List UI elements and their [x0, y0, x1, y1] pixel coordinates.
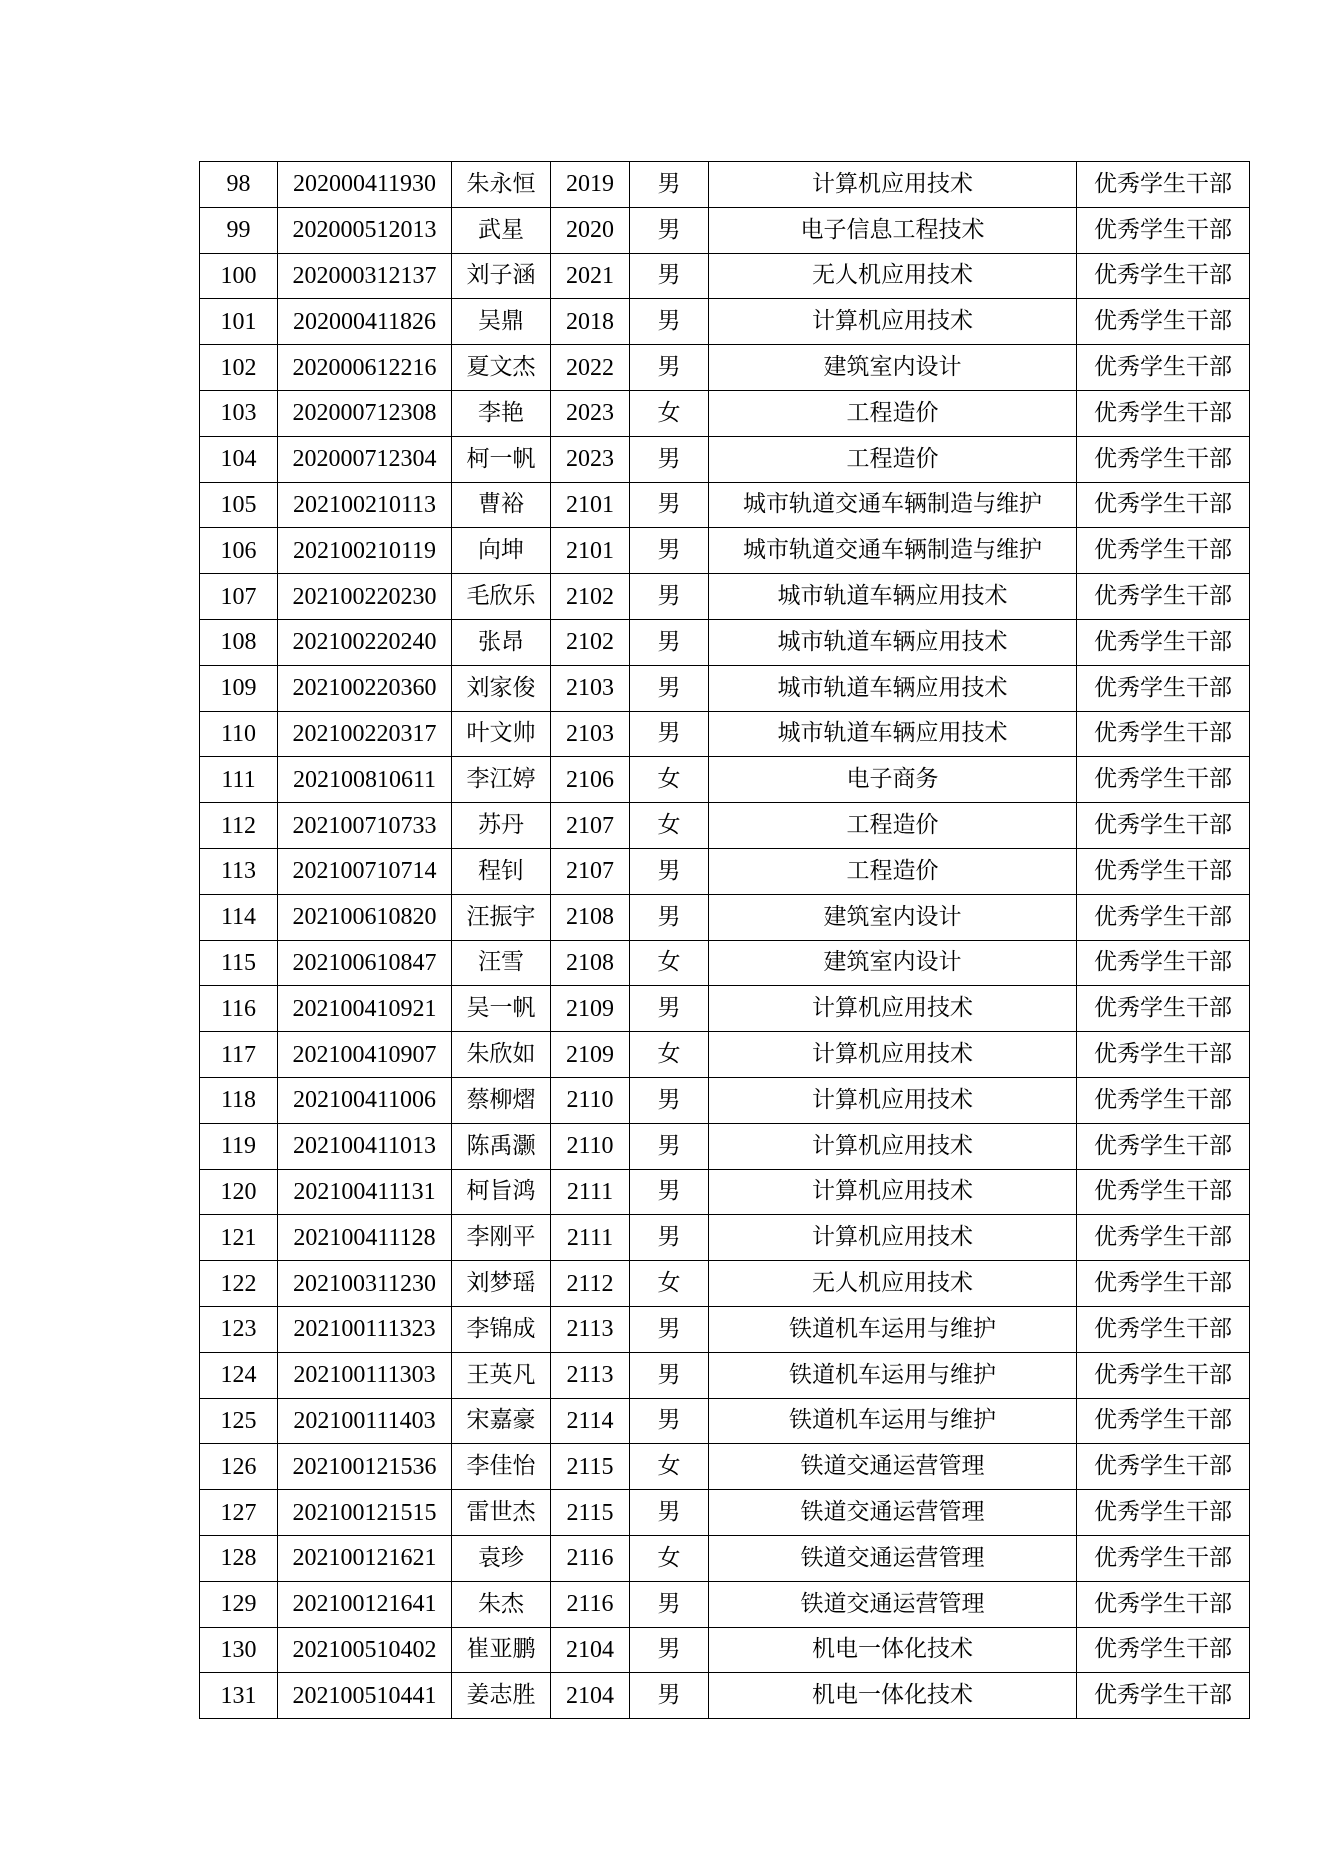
cell-major: 计算机应用技术	[709, 1077, 1077, 1123]
cell-student-id: 202100411013	[278, 1123, 452, 1169]
cell-class: 2109	[551, 1032, 630, 1078]
cell-name: 汪振宇	[452, 894, 551, 940]
cell-name: 吴鼎	[452, 299, 551, 345]
cell-major: 建筑室内设计	[709, 940, 1077, 986]
cell-award: 优秀学生干部	[1077, 1627, 1250, 1673]
cell-student-id: 202100121515	[278, 1490, 452, 1536]
cell-name: 刘家俊	[452, 665, 551, 711]
cell-number: 99	[200, 207, 278, 253]
cell-major: 计算机应用技术	[709, 1169, 1077, 1215]
cell-number: 111	[200, 757, 278, 803]
cell-award: 优秀学生干部	[1077, 986, 1250, 1032]
cell-gender: 女	[630, 1032, 709, 1078]
cell-major: 铁道交通运营管理	[709, 1490, 1077, 1536]
cell-number: 125	[200, 1398, 278, 1444]
cell-student-id: 202100121641	[278, 1581, 452, 1627]
table-row	[200, 1169, 1250, 1215]
cell-major: 城市轨道车辆应用技术	[709, 711, 1077, 757]
cell-major: 电子信息工程技术	[709, 207, 1077, 253]
cell-award: 优秀学生干部	[1077, 390, 1250, 436]
cell-award: 优秀学生干部	[1077, 574, 1250, 620]
cell-class: 2114	[551, 1398, 630, 1444]
table-row	[200, 619, 1250, 665]
cell-student-id: 202100111303	[278, 1352, 452, 1398]
table-row	[200, 299, 1250, 345]
cell-class: 2115	[551, 1490, 630, 1536]
cell-major: 铁道机车运用与维护	[709, 1306, 1077, 1352]
cell-class: 2110	[551, 1123, 630, 1169]
cell-major: 计算机应用技术	[709, 1032, 1077, 1078]
cell-student-id: 202000411930	[278, 162, 452, 208]
cell-number: 110	[200, 711, 278, 757]
cell-award: 优秀学生干部	[1077, 1352, 1250, 1398]
cell-gender: 男	[630, 1215, 709, 1261]
cell-name: 刘梦瑶	[452, 1261, 551, 1307]
cell-number: 120	[200, 1169, 278, 1215]
cell-gender: 男	[630, 1123, 709, 1169]
cell-name: 雷世杰	[452, 1490, 551, 1536]
cell-number: 107	[200, 574, 278, 620]
cell-gender: 男	[630, 574, 709, 620]
cell-gender: 女	[630, 940, 709, 986]
cell-number: 119	[200, 1123, 278, 1169]
cell-award: 优秀学生干部	[1077, 162, 1250, 208]
cell-major: 电子商务	[709, 757, 1077, 803]
cell-student-id: 202000712308	[278, 390, 452, 436]
cell-gender: 男	[630, 162, 709, 208]
cell-award: 优秀学生干部	[1077, 711, 1250, 757]
cell-student-id: 202000612216	[278, 345, 452, 391]
cell-number: 117	[200, 1032, 278, 1078]
cell-gender: 男	[630, 528, 709, 574]
table-row	[200, 757, 1250, 803]
cell-gender: 男	[630, 665, 709, 711]
table-row	[200, 1535, 1250, 1581]
cell-class: 2101	[551, 528, 630, 574]
cell-gender: 男	[630, 345, 709, 391]
cell-name: 程钊	[452, 848, 551, 894]
cell-award: 优秀学生干部	[1077, 757, 1250, 803]
table-row	[200, 574, 1250, 620]
cell-number: 103	[200, 390, 278, 436]
cell-award: 优秀学生干部	[1077, 528, 1250, 574]
cell-class: 2109	[551, 986, 630, 1032]
table-row	[200, 848, 1250, 894]
cell-award: 优秀学生干部	[1077, 1673, 1250, 1719]
cell-gender: 女	[630, 1444, 709, 1490]
cell-name: 武星	[452, 207, 551, 253]
cell-number: 105	[200, 482, 278, 528]
cell-student-id: 202100411006	[278, 1077, 452, 1123]
cell-gender: 男	[630, 1398, 709, 1444]
cell-award: 优秀学生干部	[1077, 894, 1250, 940]
cell-class: 2101	[551, 482, 630, 528]
table-row	[200, 162, 1250, 208]
cell-name: 向坤	[452, 528, 551, 574]
table-body	[200, 162, 1250, 1719]
cell-gender: 男	[630, 1169, 709, 1215]
table-row	[200, 894, 1250, 940]
cell-number: 113	[200, 848, 278, 894]
cell-number: 109	[200, 665, 278, 711]
cell-student-id: 202100610847	[278, 940, 452, 986]
cell-class: 2102	[551, 619, 630, 665]
cell-award: 优秀学生干部	[1077, 1261, 1250, 1307]
cell-student-id: 202100220240	[278, 619, 452, 665]
cell-gender: 男	[630, 986, 709, 1032]
cell-award: 优秀学生干部	[1077, 299, 1250, 345]
cell-major: 计算机应用技术	[709, 299, 1077, 345]
cell-gender: 男	[630, 436, 709, 482]
cell-student-id: 202100210113	[278, 482, 452, 528]
cell-gender: 男	[630, 1077, 709, 1123]
cell-class: 2103	[551, 665, 630, 711]
cell-class: 2113	[551, 1306, 630, 1352]
cell-major: 无人机应用技术	[709, 1261, 1077, 1307]
table-row	[200, 1490, 1250, 1536]
table-row	[200, 528, 1250, 574]
cell-gender: 男	[630, 1581, 709, 1627]
cell-student-id: 202100710733	[278, 803, 452, 849]
cell-number: 128	[200, 1535, 278, 1581]
table-row	[200, 1077, 1250, 1123]
cell-number: 104	[200, 436, 278, 482]
cell-class: 2106	[551, 757, 630, 803]
table-row	[200, 940, 1250, 986]
cell-gender: 女	[630, 803, 709, 849]
cell-number: 130	[200, 1627, 278, 1673]
cell-class: 2108	[551, 940, 630, 986]
cell-class: 2111	[551, 1215, 630, 1261]
cell-major: 工程造价	[709, 436, 1077, 482]
cell-class: 2113	[551, 1352, 630, 1398]
cell-number: 123	[200, 1306, 278, 1352]
cell-student-id: 202100220317	[278, 711, 452, 757]
cell-student-id: 202100121621	[278, 1535, 452, 1581]
cell-student-id: 202100411128	[278, 1215, 452, 1261]
table-row	[200, 1398, 1250, 1444]
cell-student-id: 202000712304	[278, 436, 452, 482]
cell-gender: 男	[630, 253, 709, 299]
cell-number: 114	[200, 894, 278, 940]
cell-major: 计算机应用技术	[709, 1123, 1077, 1169]
cell-number: 124	[200, 1352, 278, 1398]
table-row	[200, 711, 1250, 757]
cell-name: 吴一帆	[452, 986, 551, 1032]
table-row	[200, 1627, 1250, 1673]
cell-award: 优秀学生干部	[1077, 1169, 1250, 1215]
cell-award: 优秀学生干部	[1077, 436, 1250, 482]
table-row	[200, 390, 1250, 436]
table-row	[200, 1581, 1250, 1627]
cell-major: 计算机应用技术	[709, 1215, 1077, 1261]
cell-name: 曹裕	[452, 482, 551, 528]
cell-class: 2107	[551, 848, 630, 894]
cell-gender: 女	[630, 1261, 709, 1307]
cell-major: 工程造价	[709, 390, 1077, 436]
cell-student-id: 202100121536	[278, 1444, 452, 1490]
cell-student-id: 202100210119	[278, 528, 452, 574]
cell-name: 李江婷	[452, 757, 551, 803]
cell-name: 朱欣如	[452, 1032, 551, 1078]
cell-number: 100	[200, 253, 278, 299]
cell-number: 102	[200, 345, 278, 391]
cell-name: 夏文杰	[452, 345, 551, 391]
table-row	[200, 1352, 1250, 1398]
table-row	[200, 1673, 1250, 1719]
cell-name: 朱永恒	[452, 162, 551, 208]
cell-major: 城市轨道车辆应用技术	[709, 619, 1077, 665]
cell-name: 李佳怡	[452, 1444, 551, 1490]
cell-major: 城市轨道车辆应用技术	[709, 665, 1077, 711]
cell-major: 计算机应用技术	[709, 986, 1077, 1032]
cell-major: 城市轨道车辆应用技术	[709, 574, 1077, 620]
cell-number: 106	[200, 528, 278, 574]
cell-number: 127	[200, 1490, 278, 1536]
cell-name: 朱杰	[452, 1581, 551, 1627]
cell-major: 建筑室内设计	[709, 894, 1077, 940]
table-row	[200, 803, 1250, 849]
cell-student-id: 202100510441	[278, 1673, 452, 1719]
cell-award: 优秀学生干部	[1077, 848, 1250, 894]
cell-name: 柯一帆	[452, 436, 551, 482]
cell-gender: 女	[630, 757, 709, 803]
cell-award: 优秀学生干部	[1077, 1444, 1250, 1490]
cell-name: 叶文帅	[452, 711, 551, 757]
cell-gender: 男	[630, 1352, 709, 1398]
cell-class: 2019	[551, 162, 630, 208]
cell-student-id: 202100410907	[278, 1032, 452, 1078]
cell-major: 计算机应用技术	[709, 162, 1077, 208]
cell-student-id: 202100111323	[278, 1306, 452, 1352]
cell-gender: 男	[630, 1490, 709, 1536]
cell-student-id: 202100810611	[278, 757, 452, 803]
cell-gender: 男	[630, 711, 709, 757]
cell-student-id: 202100710714	[278, 848, 452, 894]
cell-student-id: 202000312137	[278, 253, 452, 299]
table-row	[200, 436, 1250, 482]
cell-class: 2104	[551, 1627, 630, 1673]
cell-name: 李艳	[452, 390, 551, 436]
cell-class: 2110	[551, 1077, 630, 1123]
table-row	[200, 1306, 1250, 1352]
table-row	[200, 1032, 1250, 1078]
cell-major: 工程造价	[709, 803, 1077, 849]
cell-gender: 男	[630, 299, 709, 345]
cell-major: 铁道交通运营管理	[709, 1444, 1077, 1490]
cell-student-id: 202100410921	[278, 986, 452, 1032]
cell-major: 铁道机车运用与维护	[709, 1352, 1077, 1398]
cell-gender: 男	[630, 1627, 709, 1673]
cell-gender: 男	[630, 482, 709, 528]
cell-name: 陈禹灏	[452, 1123, 551, 1169]
cell-name: 汪雪	[452, 940, 551, 986]
cell-gender: 男	[630, 1673, 709, 1719]
cell-award: 优秀学生干部	[1077, 1306, 1250, 1352]
cell-award: 优秀学生干部	[1077, 665, 1250, 711]
cell-student-id: 202000512013	[278, 207, 452, 253]
cell-gender: 男	[630, 1306, 709, 1352]
cell-number: 98	[200, 162, 278, 208]
cell-award: 优秀学生干部	[1077, 207, 1250, 253]
cell-award: 优秀学生干部	[1077, 1077, 1250, 1123]
cell-class: 2023	[551, 436, 630, 482]
cell-class: 2116	[551, 1581, 630, 1627]
cell-number: 122	[200, 1261, 278, 1307]
cell-award: 优秀学生干部	[1077, 1032, 1250, 1078]
cell-major: 铁道交通运营管理	[709, 1581, 1077, 1627]
cell-major: 无人机应用技术	[709, 253, 1077, 299]
cell-number: 101	[200, 299, 278, 345]
cell-student-id: 202100610820	[278, 894, 452, 940]
table-row	[200, 207, 1250, 253]
cell-gender: 男	[630, 894, 709, 940]
cell-gender: 男	[630, 619, 709, 665]
cell-name: 袁珍	[452, 1535, 551, 1581]
cell-class: 2115	[551, 1444, 630, 1490]
cell-award: 优秀学生干部	[1077, 1215, 1250, 1261]
cell-major: 建筑室内设计	[709, 345, 1077, 391]
table-row	[200, 986, 1250, 1032]
cell-gender: 女	[630, 390, 709, 436]
cell-number: 121	[200, 1215, 278, 1261]
cell-major: 机电一体化技术	[709, 1627, 1077, 1673]
cell-student-id: 202000411826	[278, 299, 452, 345]
cell-major: 城市轨道交通车辆制造与维护	[709, 528, 1077, 574]
table-row	[200, 345, 1250, 391]
cell-class: 2103	[551, 711, 630, 757]
cell-class: 2023	[551, 390, 630, 436]
cell-student-id: 202100220360	[278, 665, 452, 711]
cell-name: 李锦成	[452, 1306, 551, 1352]
cell-name: 毛欣乐	[452, 574, 551, 620]
cell-name: 刘子涵	[452, 253, 551, 299]
cell-number: 126	[200, 1444, 278, 1490]
cell-award: 优秀学生干部	[1077, 619, 1250, 665]
cell-student-id: 202100510402	[278, 1627, 452, 1673]
cell-major: 铁道交通运营管理	[709, 1535, 1077, 1581]
table-row	[200, 1444, 1250, 1490]
cell-student-id: 202100220230	[278, 574, 452, 620]
cell-name: 柯旨鸿	[452, 1169, 551, 1215]
cell-major: 工程造价	[709, 848, 1077, 894]
cell-name: 李刚平	[452, 1215, 551, 1261]
cell-class: 2116	[551, 1535, 630, 1581]
student-award-table	[199, 161, 1250, 1719]
cell-class: 2111	[551, 1169, 630, 1215]
cell-major: 铁道机车运用与维护	[709, 1398, 1077, 1444]
cell-gender: 男	[630, 848, 709, 894]
cell-award: 优秀学生干部	[1077, 253, 1250, 299]
cell-award: 优秀学生干部	[1077, 803, 1250, 849]
cell-class: 2108	[551, 894, 630, 940]
cell-class: 2104	[551, 1673, 630, 1719]
cell-number: 112	[200, 803, 278, 849]
cell-name: 张昂	[452, 619, 551, 665]
table-row	[200, 482, 1250, 528]
cell-award: 优秀学生干部	[1077, 940, 1250, 986]
table-row	[200, 253, 1250, 299]
cell-student-id: 202100411131	[278, 1169, 452, 1215]
cell-class: 2022	[551, 345, 630, 391]
cell-class: 2112	[551, 1261, 630, 1307]
cell-gender: 男	[630, 207, 709, 253]
cell-number: 108	[200, 619, 278, 665]
cell-name: 崔亚鹏	[452, 1627, 551, 1673]
cell-award: 优秀学生干部	[1077, 1581, 1250, 1627]
table-row	[200, 1261, 1250, 1307]
table-row	[200, 665, 1250, 711]
cell-class: 2102	[551, 574, 630, 620]
cell-name: 王英凡	[452, 1352, 551, 1398]
cell-number: 129	[200, 1581, 278, 1627]
cell-name: 宋嘉豪	[452, 1398, 551, 1444]
cell-award: 优秀学生干部	[1077, 1398, 1250, 1444]
cell-award: 优秀学生干部	[1077, 1123, 1250, 1169]
cell-class: 2021	[551, 253, 630, 299]
cell-class: 2020	[551, 207, 630, 253]
cell-award: 优秀学生干部	[1077, 1535, 1250, 1581]
cell-award: 优秀学生干部	[1077, 345, 1250, 391]
cell-number: 115	[200, 940, 278, 986]
cell-class: 2018	[551, 299, 630, 345]
cell-name: 苏丹	[452, 803, 551, 849]
cell-number: 116	[200, 986, 278, 1032]
cell-name: 蔡柳熠	[452, 1077, 551, 1123]
cell-award: 优秀学生干部	[1077, 482, 1250, 528]
cell-major: 城市轨道交通车辆制造与维护	[709, 482, 1077, 528]
cell-number: 118	[200, 1077, 278, 1123]
cell-gender: 女	[630, 1535, 709, 1581]
table-row	[200, 1123, 1250, 1169]
cell-student-id: 202100311230	[278, 1261, 452, 1307]
cell-major: 机电一体化技术	[709, 1673, 1077, 1719]
cell-number: 131	[200, 1673, 278, 1719]
cell-name: 姜志胜	[452, 1673, 551, 1719]
table-row	[200, 1215, 1250, 1261]
cell-student-id: 202100111403	[278, 1398, 452, 1444]
cell-class: 2107	[551, 803, 630, 849]
cell-award: 优秀学生干部	[1077, 1490, 1250, 1536]
